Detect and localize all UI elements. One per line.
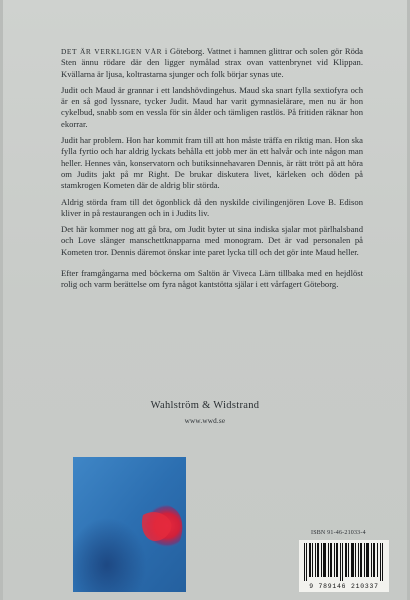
- blurb-paragraph-1: [61, 46, 363, 80]
- blurb-paragraph-3: Judit har problem. Hon har kommit fram till att hon måste träffa en riktig man. Hon ska fylla fyrtio och har aldrig lyckats behålla ett jobb mer än ett halvår och inte någon man heller. Hennes vän, konservatorn och butiksinnehavaren Dennis, är rätt trött på att höra om Judits jakt på mr Right. De brukar diskutera livet, kärleken och döden på stamkrogen Kometen där de aldrig blir störda.: [61, 135, 363, 191]
- blurb-paragraph-1-rest: i Göteborg. Vattnet i hamnen glittrar och solen gör Röda Sten ännu rödare där den ligger nymålad strax ovan vattenbrynet vid Klippan. Kvällarna är ljusa, koltrastarna sjunger och folk börjar synas ute.: [61, 46, 363, 79]
- publisher-name: Wahlström & Widstrand: [150, 400, 260, 411]
- blurb-paragraph-6: Efter framgångarna med böckerna om Saltön är Viveca Lärn tillbaka med en hejdlöst rolig och varm berättelse om fyra något kantstötta själar i ett vårfagert Göteborg.: [61, 268, 363, 290]
- blurb-text: [61, 46, 363, 296]
- publisher-url: www.wwd.se: [184, 417, 226, 425]
- cover-artwork: [73, 457, 186, 592]
- blurb-lead-caps: DET ÄR VERKLIGEN VÅR: [61, 47, 163, 56]
- barcode: [299, 540, 389, 592]
- barcode-bars: [302, 543, 386, 581]
- blurb-paragraph-4: Aldrig störda fram till det ögonblick då den nyskilde civilingenjören Love B. Edison kliver in på restaurangen och in i Judits liv.: [61, 196, 363, 218]
- blurb-paragraph-2: Judit och Maud är grannar i ett landshövdingehus. Maud ska snart fylla sextiofyra och är en så god lyssnare, tycker Judit. Maud har varit gymnasielärare, men nu är hon cykelbud, snabb som en vessla för sin ålder och tämligen rastlös. På fritiden räknar hon ekorrar.: [61, 84, 363, 129]
- barcode-digits: 9 789146 210337: [309, 583, 379, 590]
- isbn-label: ISBN 91-46-21033-4: [311, 530, 366, 536]
- blurb-paragraph-5: Det här kommer nog att gå bra, om Judit byter ut sina indiska sjalar mot pärlhalsband och Love slänger manschettknapparna med monogram. Det är vad personalen på Kometen tror. Dennis däremot önskar inte paret lycka till och det gör inte Maud heller.: [61, 224, 363, 257]
